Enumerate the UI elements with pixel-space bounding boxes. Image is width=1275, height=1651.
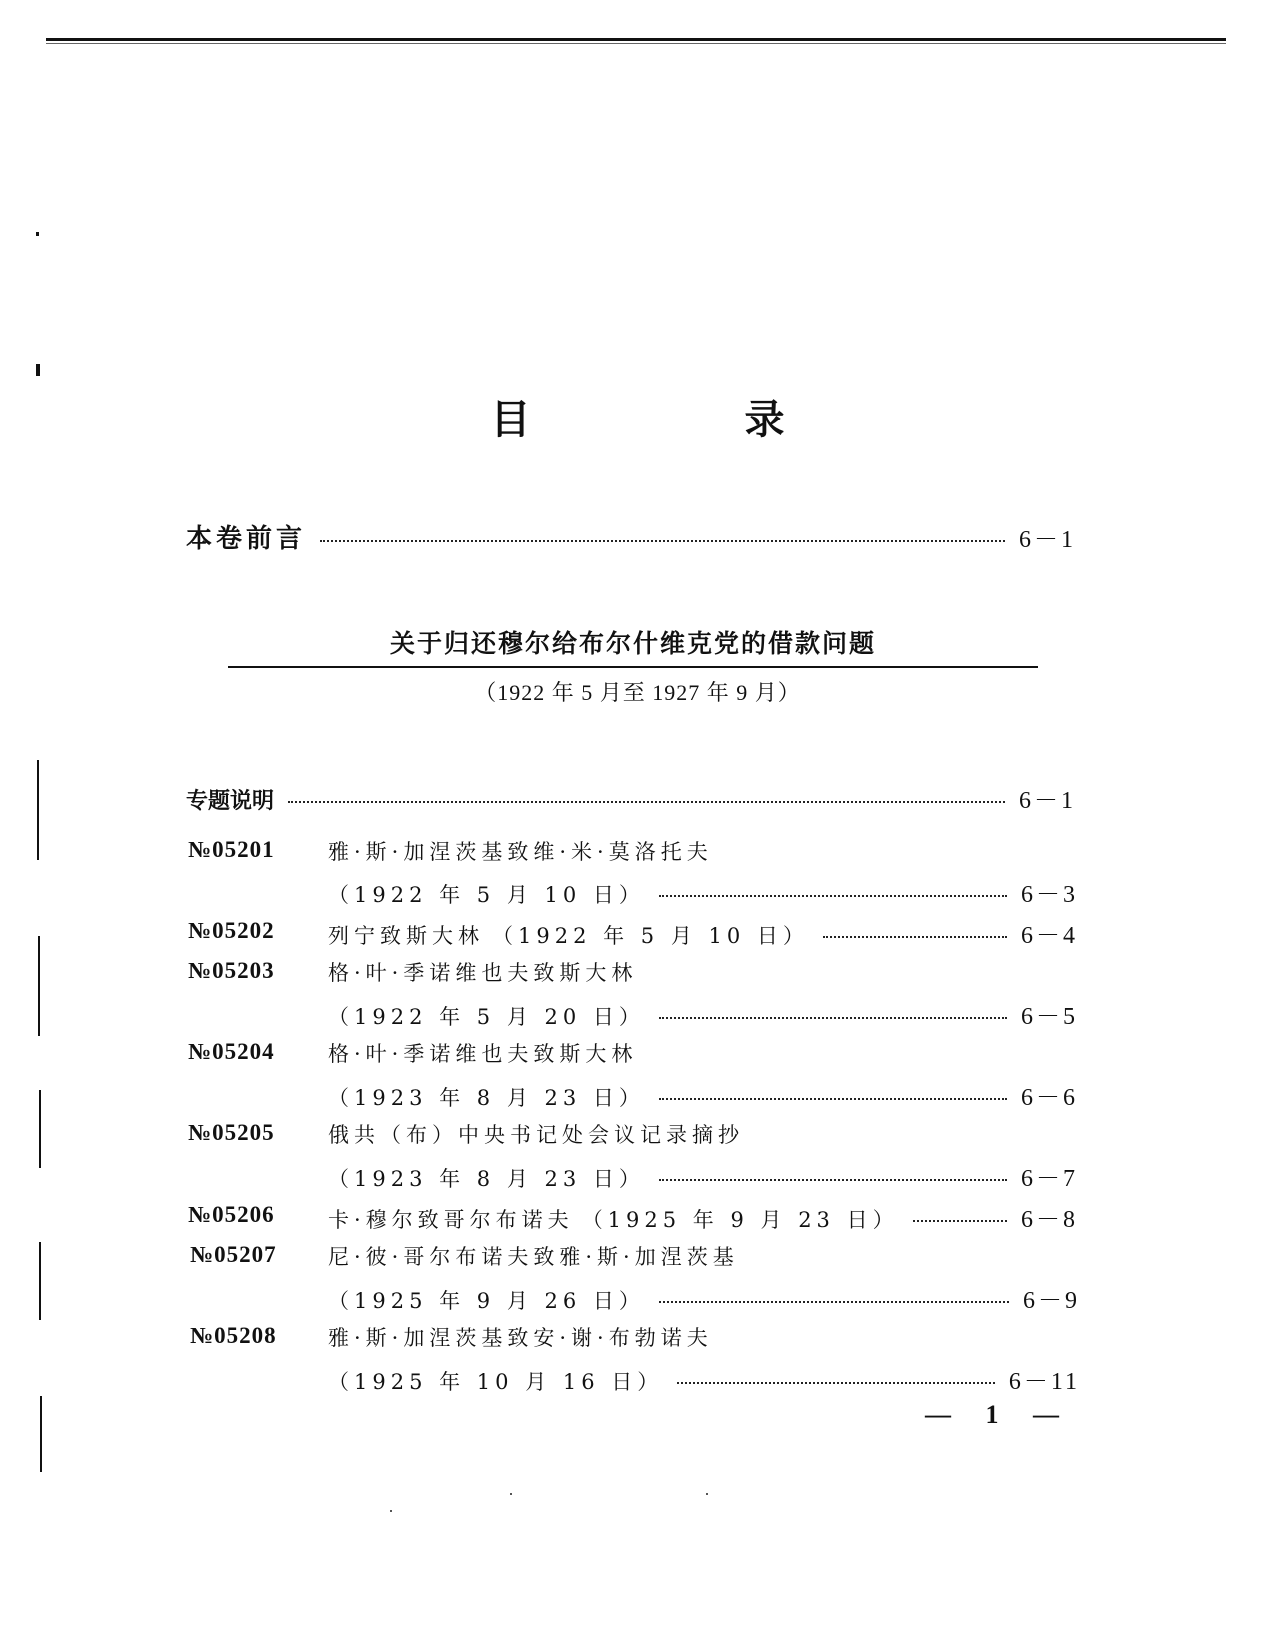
document-number: №05205 <box>188 1120 275 1145</box>
document-number: №05201 <box>188 837 275 862</box>
scan-speck <box>706 1493 708 1495</box>
preface-label: 本卷前言 <box>186 524 307 554</box>
toc-entry-line[interactable] <box>328 874 1078 909</box>
dot-leader <box>320 540 1005 542</box>
footer-page-number: — 1 — <box>925 1400 1073 1429</box>
dot-leader <box>659 1017 1007 1019</box>
dot-leader <box>823 936 1007 938</box>
binding-mark <box>40 1396 42 1472</box>
scan-mark <box>36 232 39 236</box>
document-number: №05206 <box>188 1202 275 1227</box>
toc-entry-line[interactable] <box>328 1361 1080 1396</box>
document-number: №05202 <box>188 918 275 943</box>
binding-mark <box>39 1242 41 1320</box>
document-title[interactable]: 尼·彼·哥尔布诺夫致雅·斯·加涅茨基 <box>328 1245 739 1269</box>
topic-note-label: 专题说明 <box>186 789 275 814</box>
scan-speck <box>510 1493 512 1495</box>
toc-entry-topic-note[interactable] <box>186 780 1076 815</box>
toc-entry-line[interactable] <box>328 1077 1078 1112</box>
page-number: 6－6 <box>1021 1085 1078 1111</box>
document-date: （1923 年 8 月 23 日） <box>328 1167 645 1191</box>
toc-entry-line[interactable] <box>328 1280 1080 1315</box>
document-date: （1925 年 9 月 23 日） <box>581 1208 899 1232</box>
document-date: （1922 年 5 月 10 日） <box>492 924 809 948</box>
page-number: 6－7 <box>1021 1166 1078 1192</box>
page-number: 6－8 <box>1021 1207 1078 1233</box>
document-date: （1922 年 5 月 20 日） <box>328 1005 645 1029</box>
page-number: 6－11 <box>1008 1369 1080 1395</box>
document-number: №05203 <box>188 958 275 983</box>
page-number: 6－3 <box>1021 882 1078 908</box>
document-date: （1923 年 8 月 23 日） <box>328 1086 645 1110</box>
dot-leader <box>288 801 1005 803</box>
header-rule-thin <box>46 43 1226 44</box>
section-title: 关于归还穆尔给布尔什维克党的借款问题 <box>228 624 1038 668</box>
document-number: №05204 <box>188 1039 275 1064</box>
dot-leader <box>659 1179 1007 1181</box>
dot-leader <box>677 1382 995 1384</box>
document-date: （1925 年 9 月 26 日） <box>328 1289 645 1313</box>
document-title: 列宁致斯大林 <box>328 924 484 948</box>
document-title[interactable]: 格·叶·季诺维也夫致斯大林 <box>328 961 638 985</box>
document-title[interactable]: 雅·斯·加涅茨基致安·谢·布勃诺夫 <box>328 1326 713 1350</box>
page-number: 6－4 <box>1021 923 1078 949</box>
page-number: 6－1 <box>1019 788 1076 814</box>
binding-mark <box>39 1090 41 1168</box>
dot-leader <box>913 1220 1007 1222</box>
binding-mark <box>38 936 40 1036</box>
dot-leader <box>659 1301 1009 1303</box>
binding-mark <box>37 760 39 860</box>
toc-entry-line[interactable] <box>328 1158 1078 1193</box>
section-date-range: （1922 年 5 月至 1927 年 9 月） <box>474 680 801 705</box>
document-date: （1925 年 10 月 16 日） <box>328 1370 664 1394</box>
header-rule <box>46 38 1226 41</box>
page-number: 6－9 <box>1023 1288 1080 1314</box>
toc-entry-line[interactable] <box>328 1199 1078 1234</box>
toc-entry-preface[interactable] <box>186 518 1076 555</box>
dot-leader <box>659 1098 1007 1100</box>
toc-entry-line[interactable] <box>328 996 1078 1031</box>
page-number: 6－5 <box>1021 1004 1078 1030</box>
toc-entry-line[interactable] <box>328 915 1078 950</box>
document-number: №05208 <box>190 1323 277 1348</box>
document-number: №05207 <box>190 1242 277 1267</box>
page-title: 目 录 <box>490 397 885 443</box>
dot-leader <box>659 895 1007 897</box>
scan-speck <box>390 1510 392 1512</box>
scan-mark <box>36 364 40 376</box>
page-number: 6－1 <box>1019 527 1076 553</box>
document-title: 卡·穆尔致哥尔布诺夫 <box>328 1208 574 1232</box>
document-title[interactable]: 俄共（布）中央书记处会议记录摘抄 <box>328 1123 744 1147</box>
document-date: （1922 年 5 月 10 日） <box>328 883 645 907</box>
document-title[interactable]: 雅·斯·加涅茨基致维·米·莫洛托夫 <box>328 840 713 864</box>
document-title[interactable]: 格·叶·季诺维也夫致斯大林 <box>328 1042 638 1066</box>
